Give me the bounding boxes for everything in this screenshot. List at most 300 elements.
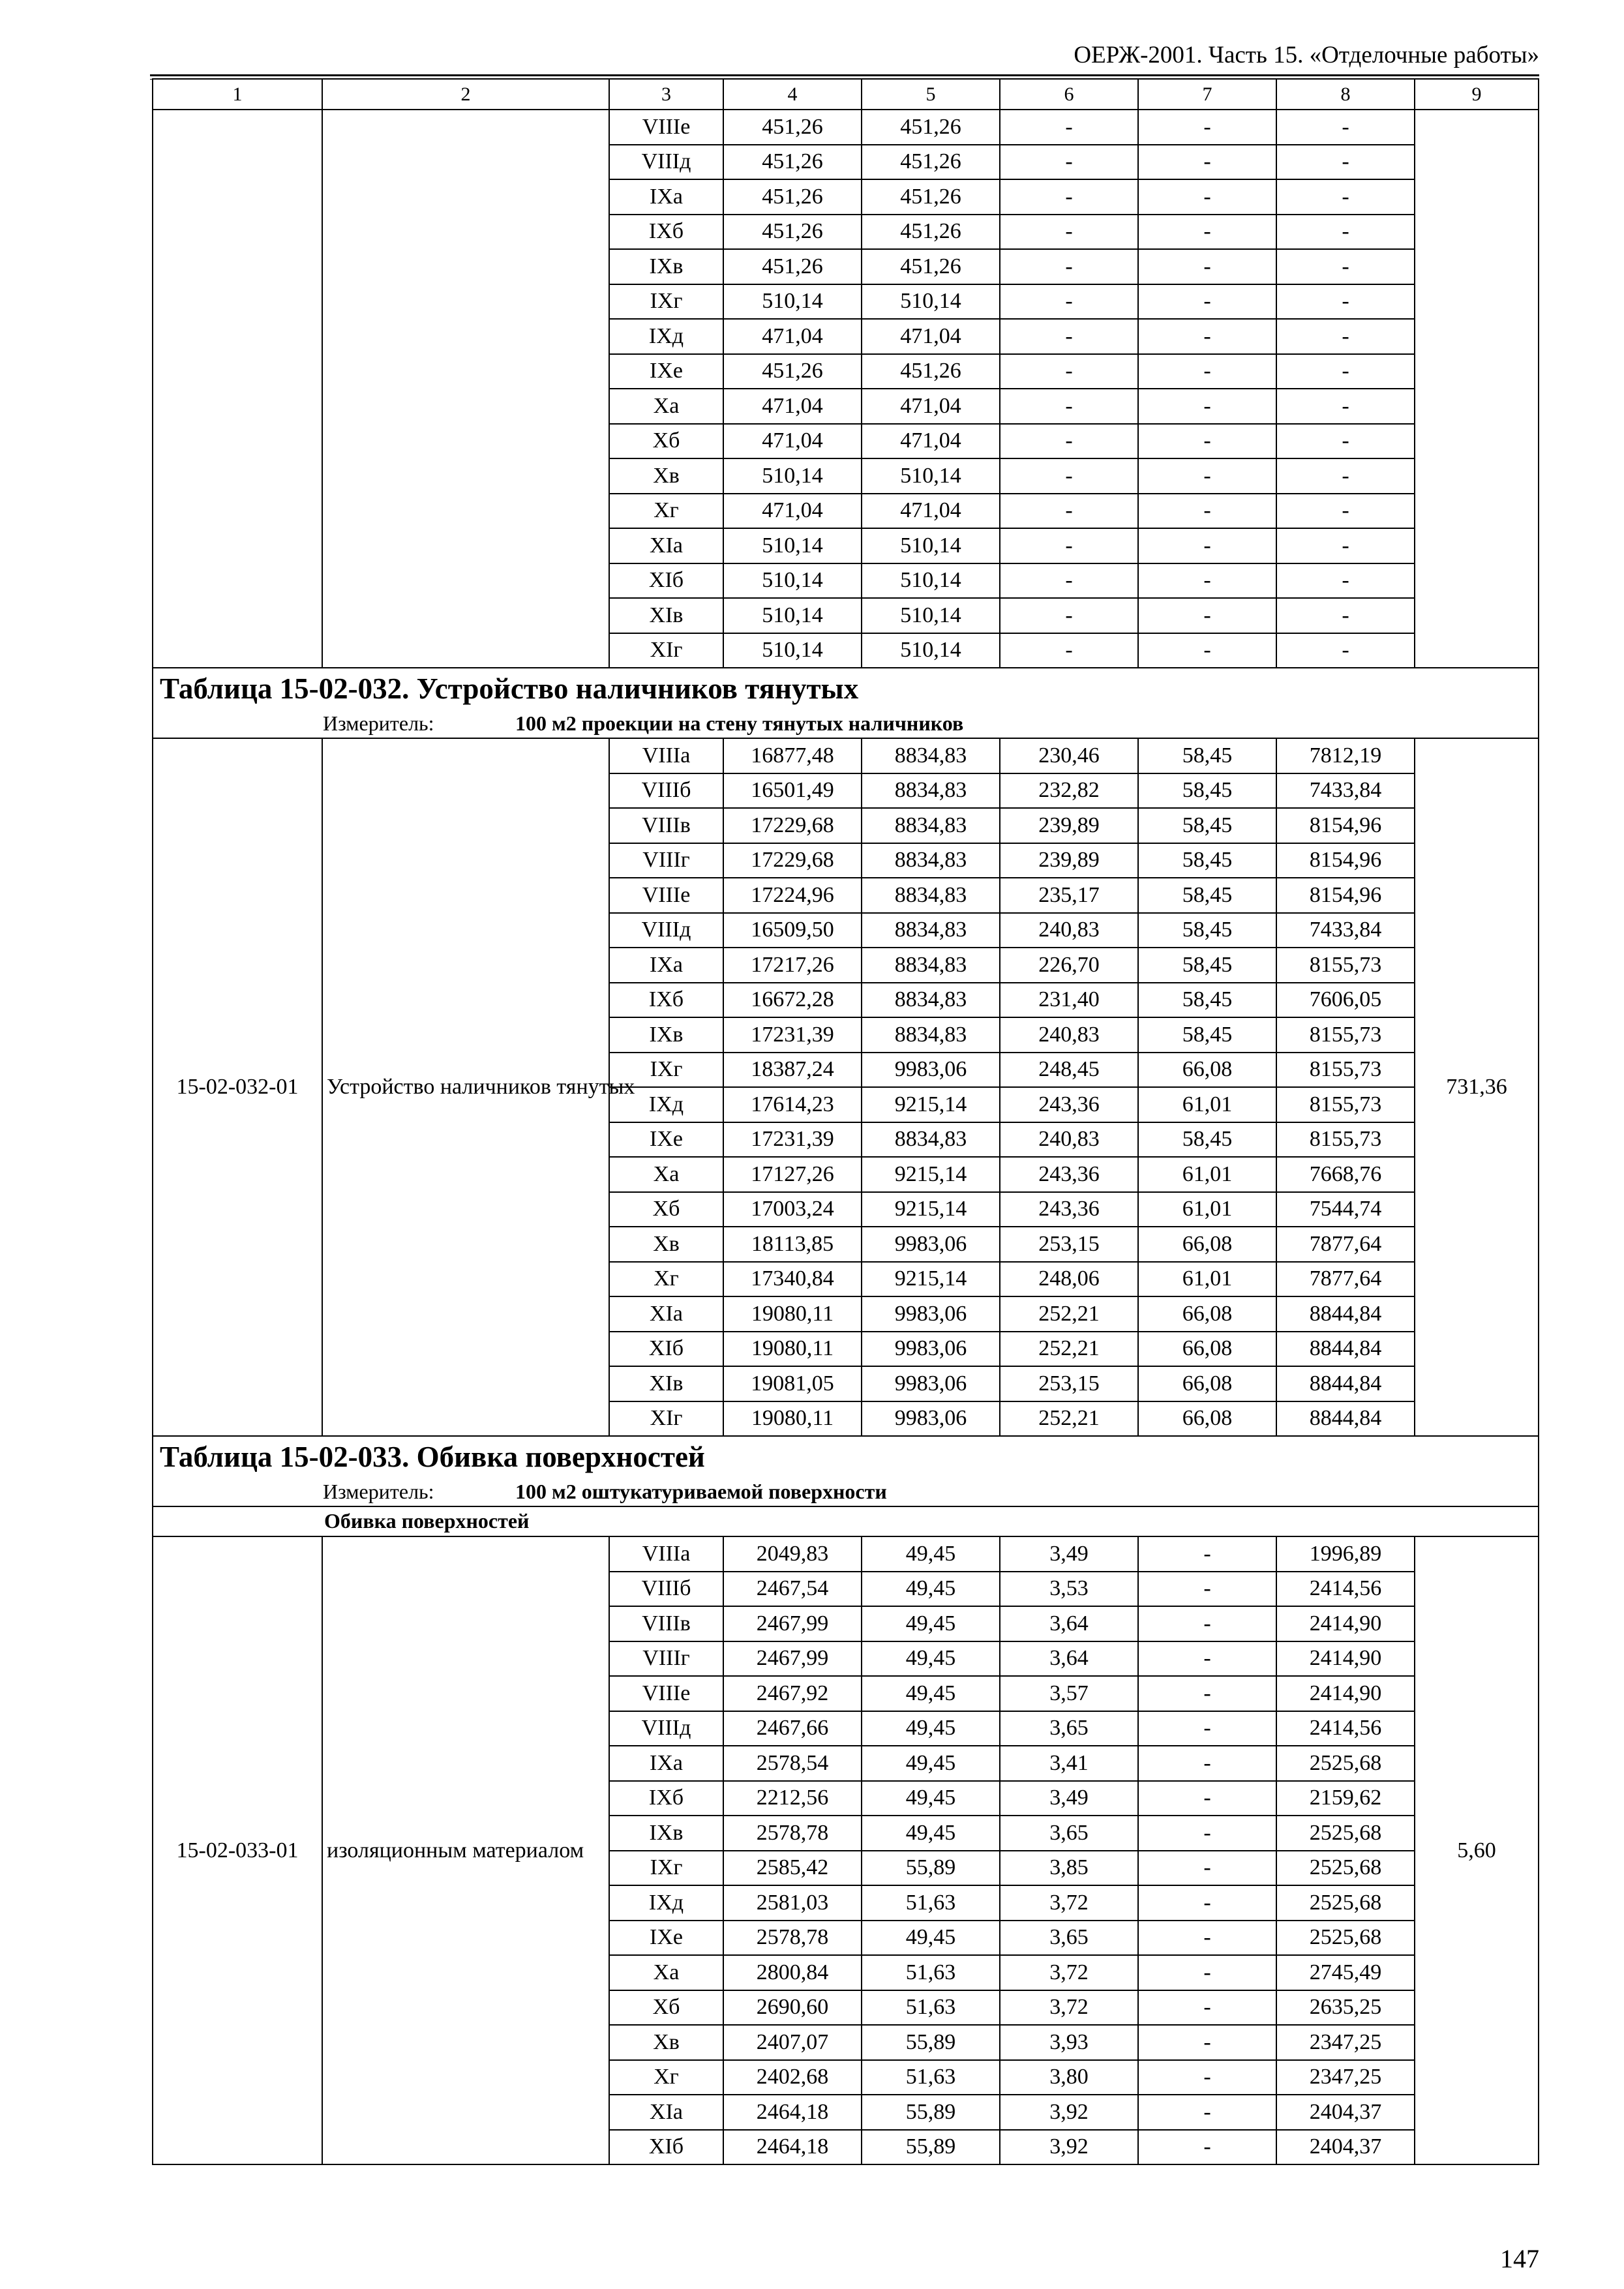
cost-value: - xyxy=(1138,354,1276,389)
cost-value: - xyxy=(1000,598,1138,633)
cost-value: - xyxy=(1000,458,1138,494)
cost-value: - xyxy=(1138,1641,1276,1677)
zone-code: IXб xyxy=(609,1781,723,1816)
rates-table xyxy=(152,78,1539,2165)
cost-value: 19080,11 xyxy=(723,1332,862,1367)
cost-value: 58,45 xyxy=(1138,738,1276,773)
zone-code: VIIIе xyxy=(609,878,723,913)
cost-value: - xyxy=(1138,2130,1276,2165)
cost-value: 2800,84 xyxy=(723,1955,862,1990)
table-row xyxy=(153,1536,1539,1572)
cost-value: 51,63 xyxy=(862,1955,1000,1990)
column-number: 6 xyxy=(1000,79,1138,110)
zone-code: VIIIе xyxy=(609,110,723,145)
cost-value: - xyxy=(1138,1676,1276,1711)
cost-value: - xyxy=(1138,145,1276,180)
cost-value: 16877,48 xyxy=(723,738,862,773)
zone-code: IXб xyxy=(609,983,723,1018)
cost-value: 2525,68 xyxy=(1276,1921,1415,1956)
labor-value: 5,60 xyxy=(1415,1536,1539,2164)
empty-cell xyxy=(322,110,609,668)
cost-value: 471,04 xyxy=(723,319,862,354)
cost-value: - xyxy=(1276,424,1415,459)
cost-value: 3,57 xyxy=(1000,1676,1138,1711)
cost-value: 49,45 xyxy=(862,1711,1000,1746)
cost-value: 9983,06 xyxy=(862,1053,1000,1088)
cost-value: - xyxy=(1138,1606,1276,1641)
cost-value: 49,45 xyxy=(862,1676,1000,1711)
cost-value: 17229,68 xyxy=(723,808,862,843)
column-number: 5 xyxy=(862,79,1000,110)
cost-value: 2404,37 xyxy=(1276,2130,1415,2165)
zone-code: XIб xyxy=(609,2130,723,2165)
cost-value: - xyxy=(1000,145,1138,180)
cost-value: 8834,83 xyxy=(862,983,1000,1018)
cost-value: 2525,68 xyxy=(1276,1746,1415,1781)
cost-value: 8844,84 xyxy=(1276,1401,1415,1437)
zone-code: IXб xyxy=(609,215,723,250)
cost-value: 8834,83 xyxy=(862,738,1000,773)
cost-value: 510,14 xyxy=(723,528,862,563)
cost-value: 235,17 xyxy=(1000,878,1138,913)
cost-value: - xyxy=(1276,215,1415,250)
cost-value: 2159,62 xyxy=(1276,1781,1415,1816)
zone-code: IXе xyxy=(609,354,723,389)
cost-value: - xyxy=(1138,319,1276,354)
cost-value: - xyxy=(1138,2025,1276,2060)
zone-code: IXд xyxy=(609,1087,723,1122)
cost-value: 471,04 xyxy=(723,424,862,459)
zone-code: IXа xyxy=(609,1746,723,1781)
cost-value: 49,45 xyxy=(862,1536,1000,1572)
cost-value: 49,45 xyxy=(862,1816,1000,1851)
zone-code: Xа xyxy=(609,1157,723,1192)
cost-value: 451,26 xyxy=(723,249,862,284)
cost-value: 7544,74 xyxy=(1276,1192,1415,1227)
cost-value: 17231,39 xyxy=(723,1122,862,1158)
cost-value: 19080,11 xyxy=(723,1296,862,1332)
cost-value: 55,89 xyxy=(862,2025,1000,2060)
page-number: 147 xyxy=(1500,2244,1539,2273)
column-number: 7 xyxy=(1138,79,1276,110)
cost-value: - xyxy=(1000,319,1138,354)
table-section-title: Таблица 15-02-032. Устройство наличников тянутых xyxy=(153,668,1539,710)
cost-value: 510,14 xyxy=(723,598,862,633)
cost-value: 2414,90 xyxy=(1276,1641,1415,1677)
cost-value: - xyxy=(1000,110,1138,145)
zone-code: IXа xyxy=(609,948,723,983)
cost-value: - xyxy=(1276,249,1415,284)
cost-value: 58,45 xyxy=(1138,843,1276,878)
cost-value: 8844,84 xyxy=(1276,1296,1415,1332)
cost-value: 253,15 xyxy=(1000,1366,1138,1401)
cost-value: 510,14 xyxy=(862,633,1000,668)
cost-value: - xyxy=(1000,215,1138,250)
measure-unit-value: 100 м2 оштукатуриваемой поверхности xyxy=(515,1480,887,1504)
zone-code: IXд xyxy=(609,319,723,354)
zone-code: IXв xyxy=(609,249,723,284)
cost-value: 51,63 xyxy=(862,2060,1000,2095)
zone-code: IXг xyxy=(609,1851,723,1886)
cost-value: 451,26 xyxy=(723,179,862,215)
cost-value: 3,64 xyxy=(1000,1606,1138,1641)
cost-value: - xyxy=(1138,1746,1276,1781)
cost-value: - xyxy=(1276,284,1415,320)
cost-value: 248,06 xyxy=(1000,1262,1138,1297)
cost-value: 252,21 xyxy=(1000,1332,1138,1367)
cost-value: - xyxy=(1276,458,1415,494)
cost-value: 510,14 xyxy=(862,284,1000,320)
zone-code: VIIIв xyxy=(609,808,723,843)
cost-value: 451,26 xyxy=(862,145,1000,180)
zone-code: XIг xyxy=(609,633,723,668)
page-header xyxy=(150,37,1539,76)
zone-code: VIIIд xyxy=(609,913,723,948)
zone-code: VIIIб xyxy=(609,1572,723,1607)
cost-value: 18113,85 xyxy=(723,1227,862,1262)
cost-value: 248,45 xyxy=(1000,1053,1138,1088)
cost-value: 2585,42 xyxy=(723,1851,862,1886)
cost-value: 49,45 xyxy=(862,1781,1000,1816)
cost-value: 471,04 xyxy=(862,424,1000,459)
empty-cell xyxy=(153,110,322,668)
cost-value: - xyxy=(1000,424,1138,459)
table-section-title: Таблица 15-02-033. Обивка поверхностей xyxy=(153,1436,1539,1478)
cost-value: - xyxy=(1138,179,1276,215)
cost-value: 2464,18 xyxy=(723,2130,862,2165)
zone-code: IXе xyxy=(609,1122,723,1158)
cost-value: 49,45 xyxy=(862,1921,1000,1956)
rate-name: изоляционным материалом xyxy=(322,1536,609,2164)
cost-value: 2525,68 xyxy=(1276,1816,1415,1851)
cost-value: 240,83 xyxy=(1000,1017,1138,1053)
cost-value: 18387,24 xyxy=(723,1053,862,1088)
cost-value: 2525,68 xyxy=(1276,1851,1415,1886)
zone-code: IXв xyxy=(609,1017,723,1053)
cost-value: 2414,90 xyxy=(1276,1676,1415,1711)
measure-unit-label: Измеритель: xyxy=(323,711,434,736)
cost-value: 58,45 xyxy=(1138,948,1276,983)
cost-value: - xyxy=(1138,598,1276,633)
cost-value: - xyxy=(1138,1536,1276,1572)
measure-unit-row xyxy=(153,1478,1539,1506)
cost-value: 7877,64 xyxy=(1276,1227,1415,1262)
cost-value: 61,01 xyxy=(1138,1262,1276,1297)
zone-code: Xв xyxy=(609,458,723,494)
cost-value: 3,53 xyxy=(1000,1572,1138,1607)
cost-value: 451,26 xyxy=(723,145,862,180)
cost-value: 9215,14 xyxy=(862,1087,1000,1122)
cost-value: - xyxy=(1138,424,1276,459)
cost-value: 17127,26 xyxy=(723,1157,862,1192)
zone-code: Xа xyxy=(609,1955,723,1990)
zone-code: IXа xyxy=(609,179,723,215)
cost-value: 8844,84 xyxy=(1276,1332,1415,1367)
cost-value: 55,89 xyxy=(862,2130,1000,2165)
cost-value: 252,21 xyxy=(1000,1296,1138,1332)
cost-value: 17224,96 xyxy=(723,878,862,913)
cost-value: 2578,78 xyxy=(723,1921,862,1956)
cost-value: 471,04 xyxy=(862,494,1000,529)
cost-value: 2525,68 xyxy=(1276,1885,1415,1921)
cost-value: 9983,06 xyxy=(862,1296,1000,1332)
cost-value: 451,26 xyxy=(723,110,862,145)
zone-code: XIа xyxy=(609,1296,723,1332)
cost-value: 17003,24 xyxy=(723,1192,862,1227)
cost-value: 17231,39 xyxy=(723,1017,862,1053)
cost-value: 451,26 xyxy=(862,249,1000,284)
cost-value: 8155,73 xyxy=(1276,1122,1415,1158)
empty-cell xyxy=(1415,110,1539,668)
cost-value: 8834,83 xyxy=(862,948,1000,983)
zone-code: IXг xyxy=(609,284,723,320)
cost-value: 16501,49 xyxy=(723,773,862,809)
zone-code: Xв xyxy=(609,2025,723,2060)
cost-value: 58,45 xyxy=(1138,878,1276,913)
cost-value: - xyxy=(1276,354,1415,389)
cost-value: - xyxy=(1000,528,1138,563)
zone-code: Xг xyxy=(609,2060,723,2095)
cost-value: 2347,25 xyxy=(1276,2060,1415,2095)
zone-code: IXе xyxy=(609,1921,723,1956)
cost-value: - xyxy=(1276,494,1415,529)
cost-value: 58,45 xyxy=(1138,773,1276,809)
zone-code: XIв xyxy=(609,598,723,633)
cost-value: 2407,07 xyxy=(723,2025,862,2060)
cost-value: 3,65 xyxy=(1000,1921,1138,1956)
cost-value: 8154,96 xyxy=(1276,808,1415,843)
cost-value: 8834,83 xyxy=(862,878,1000,913)
cost-value: - xyxy=(1138,458,1276,494)
cost-value: 3,49 xyxy=(1000,1781,1138,1816)
zone-code: VIIIг xyxy=(609,843,723,878)
cost-value: 510,14 xyxy=(862,458,1000,494)
rate-code: 15-02-032-01 xyxy=(153,738,322,1436)
zone-code: VIIIд xyxy=(609,145,723,180)
cost-value: - xyxy=(1000,633,1138,668)
cost-value: 49,45 xyxy=(862,1641,1000,1677)
zone-code: VIIIе xyxy=(609,1676,723,1711)
cost-value: - xyxy=(1276,319,1415,354)
cost-value: 510,14 xyxy=(862,598,1000,633)
document-title: ОЕРЖ-2001. Часть 15. «Отделочные работы» xyxy=(1074,42,1539,68)
cost-value: 471,04 xyxy=(862,319,1000,354)
cost-value: 243,36 xyxy=(1000,1192,1138,1227)
cost-value: - xyxy=(1276,528,1415,563)
cost-value: 3,72 xyxy=(1000,1885,1138,1921)
zone-code: Xб xyxy=(609,1192,723,1227)
cost-value: - xyxy=(1138,215,1276,250)
cost-value: 2414,90 xyxy=(1276,1606,1415,1641)
cost-value: 9983,06 xyxy=(862,1401,1000,1437)
cost-value: 61,01 xyxy=(1138,1192,1276,1227)
cost-value: 8155,73 xyxy=(1276,1053,1415,1088)
zone-code: VIIIд xyxy=(609,1711,723,1746)
cost-value: 8154,96 xyxy=(1276,878,1415,913)
cost-value: 2414,56 xyxy=(1276,1711,1415,1746)
cost-value: 8834,83 xyxy=(862,1122,1000,1158)
cost-value: 451,26 xyxy=(862,179,1000,215)
zone-code: XIа xyxy=(609,2095,723,2130)
cost-value: 7812,19 xyxy=(1276,738,1415,773)
cost-value: 51,63 xyxy=(862,1885,1000,1921)
cost-value: 3,80 xyxy=(1000,2060,1138,2095)
cost-value: 3,93 xyxy=(1000,2025,1138,2060)
cost-value: - xyxy=(1000,494,1138,529)
cost-value: 471,04 xyxy=(862,389,1000,424)
cost-value: 8155,73 xyxy=(1276,1087,1415,1122)
cost-value: 16672,28 xyxy=(723,983,862,1018)
cost-value: 58,45 xyxy=(1138,983,1276,1018)
cost-value: 66,08 xyxy=(1138,1227,1276,1262)
cost-value: 3,65 xyxy=(1000,1816,1138,1851)
cost-value: - xyxy=(1000,284,1138,320)
cost-value: - xyxy=(1138,494,1276,529)
cost-value: - xyxy=(1138,1885,1276,1921)
column-number: 2 xyxy=(322,79,609,110)
cost-value: 3,65 xyxy=(1000,1711,1138,1746)
zone-code: XIб xyxy=(609,1332,723,1367)
labor-value: 731,36 xyxy=(1415,738,1539,1436)
column-number-row xyxy=(153,79,1539,110)
cost-value: 9215,14 xyxy=(862,1192,1000,1227)
cost-value: 2635,25 xyxy=(1276,1990,1415,2026)
cost-value: - xyxy=(1138,1816,1276,1851)
cost-value: 243,36 xyxy=(1000,1157,1138,1192)
cost-value: - xyxy=(1276,563,1415,599)
cost-value: 19080,11 xyxy=(723,1401,862,1437)
cost-value: 252,21 xyxy=(1000,1401,1138,1437)
cost-value: 451,26 xyxy=(723,354,862,389)
cost-value: 3,72 xyxy=(1000,1955,1138,1990)
table-row xyxy=(153,738,1539,773)
cost-value: - xyxy=(1276,598,1415,633)
cost-value: 231,40 xyxy=(1000,983,1138,1018)
cost-value: - xyxy=(1138,1711,1276,1746)
cost-value: 2414,56 xyxy=(1276,1572,1415,1607)
cost-value: 2467,66 xyxy=(723,1711,862,1746)
cost-value: 61,01 xyxy=(1138,1157,1276,1192)
cost-value: 2402,68 xyxy=(723,2060,862,2095)
cost-value: 17217,26 xyxy=(723,948,862,983)
cost-value: - xyxy=(1138,528,1276,563)
cost-value: 451,26 xyxy=(862,110,1000,145)
cost-value: 9983,06 xyxy=(862,1227,1000,1262)
column-number: 9 xyxy=(1415,79,1539,110)
cost-value: 239,89 xyxy=(1000,843,1138,878)
cost-value: 510,14 xyxy=(862,563,1000,599)
cost-value: - xyxy=(1138,563,1276,599)
cost-value: 66,08 xyxy=(1138,1332,1276,1367)
cost-value: - xyxy=(1000,389,1138,424)
cost-value: 8834,83 xyxy=(862,913,1000,948)
cost-value: - xyxy=(1276,145,1415,180)
cost-value: 17340,84 xyxy=(723,1262,862,1297)
cost-value: 9983,06 xyxy=(862,1366,1000,1401)
cost-value: 66,08 xyxy=(1138,1366,1276,1401)
zone-code: Xб xyxy=(609,1990,723,2026)
cost-value: 2467,99 xyxy=(723,1606,862,1641)
cost-value: 3,41 xyxy=(1000,1746,1138,1781)
zone-code: IXг xyxy=(609,1053,723,1088)
cost-value: 66,08 xyxy=(1138,1053,1276,1088)
cost-value: - xyxy=(1000,354,1138,389)
zone-code: XIа xyxy=(609,528,723,563)
cost-value: 3,92 xyxy=(1000,2095,1138,2130)
cost-value: - xyxy=(1138,1990,1276,2026)
cost-value: 9215,14 xyxy=(862,1262,1000,1297)
cost-value: 55,89 xyxy=(862,2095,1000,2130)
cost-value: - xyxy=(1138,1955,1276,1990)
zone-code: Xб xyxy=(609,424,723,459)
cost-value: 16509,50 xyxy=(723,913,862,948)
subheading: Обивка поверхностей xyxy=(153,1506,1539,1536)
zone-code: XIг xyxy=(609,1401,723,1437)
cost-value: 2467,99 xyxy=(723,1641,862,1677)
cost-value: 2347,25 xyxy=(1276,2025,1415,2060)
cost-value: - xyxy=(1138,2095,1276,2130)
cost-value: 3,64 xyxy=(1000,1641,1138,1677)
column-number: 8 xyxy=(1276,79,1415,110)
cost-value: - xyxy=(1000,249,1138,284)
cost-value: 510,14 xyxy=(723,563,862,599)
cost-value: 471,04 xyxy=(723,494,862,529)
cost-value: - xyxy=(1138,1921,1276,1956)
cost-value: 17229,68 xyxy=(723,843,862,878)
cost-value: - xyxy=(1276,110,1415,145)
cost-value: 2578,54 xyxy=(723,1746,862,1781)
cost-value: 2690,60 xyxy=(723,1990,862,2026)
cost-value: 2404,37 xyxy=(1276,2095,1415,2130)
cost-value: 2049,83 xyxy=(723,1536,862,1572)
cost-value: 55,89 xyxy=(862,1851,1000,1886)
cost-value: 7668,76 xyxy=(1276,1157,1415,1192)
measure-unit xyxy=(153,1478,1539,1506)
cost-value: 8155,73 xyxy=(1276,1017,1415,1053)
table-section-title-row xyxy=(153,668,1539,710)
cost-value: 1996,89 xyxy=(1276,1536,1415,1572)
cost-value: 2578,78 xyxy=(723,1816,862,1851)
cost-value: 230,46 xyxy=(1000,738,1138,773)
cost-value: - xyxy=(1276,179,1415,215)
cost-value: - xyxy=(1138,389,1276,424)
cost-value: - xyxy=(1138,633,1276,668)
cost-value: 8154,96 xyxy=(1276,843,1415,878)
zone-code: IXв xyxy=(609,1816,723,1851)
cost-value: - xyxy=(1138,1851,1276,1886)
subheading-row xyxy=(153,1506,1539,1536)
zone-code: Xв xyxy=(609,1227,723,1262)
zone-code: VIIIв xyxy=(609,1606,723,1641)
cost-value: 58,45 xyxy=(1138,913,1276,948)
cost-value: - xyxy=(1000,179,1138,215)
table-row xyxy=(153,110,1539,145)
zone-code: VIIIа xyxy=(609,738,723,773)
cost-value: 232,82 xyxy=(1000,773,1138,809)
cost-value: 7433,84 xyxy=(1276,913,1415,948)
cost-value: 66,08 xyxy=(1138,1296,1276,1332)
cost-value: 49,45 xyxy=(862,1746,1000,1781)
cost-value: - xyxy=(1276,389,1415,424)
cost-value: 510,14 xyxy=(723,458,862,494)
cost-value: 510,14 xyxy=(862,528,1000,563)
cost-value: 51,63 xyxy=(862,1990,1000,2026)
cost-value: 8834,83 xyxy=(862,843,1000,878)
measure-unit-row xyxy=(153,710,1539,738)
cost-value: 17614,23 xyxy=(723,1087,862,1122)
cost-value: 49,45 xyxy=(862,1572,1000,1607)
zone-code: VIIIа xyxy=(609,1536,723,1572)
